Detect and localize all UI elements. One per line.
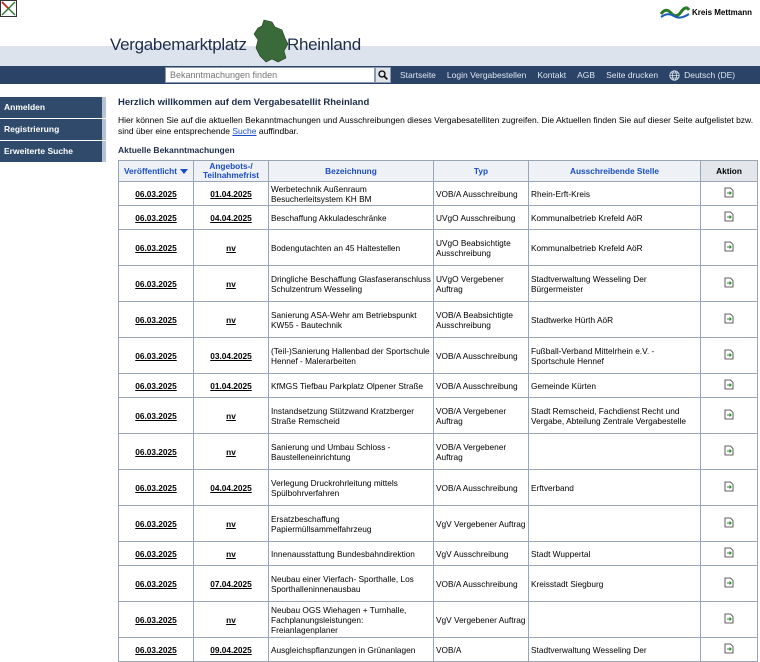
announcement-type: VOB/A Ausschreibung — [434, 374, 529, 398]
action-cell — [701, 206, 758, 230]
announcement-type: VOB/A Ausschreibung — [434, 182, 529, 206]
nav-agb[interactable]: AGB — [577, 70, 596, 80]
published-date[interactable]: 06.03.2025 — [119, 182, 194, 206]
deadline-date[interactable]: 09.04.2025 — [194, 638, 269, 662]
open-document-icon[interactable] — [724, 577, 734, 588]
announcement-authority: Kreisstadt Siegburg — [529, 566, 701, 602]
announcement-name[interactable]: Bodengutachten an 45 Haltestellen — [269, 230, 434, 266]
announcement-type: UVgO Ausschreibung — [434, 206, 529, 230]
published-date[interactable]: 06.03.2025 — [119, 638, 194, 662]
published-date[interactable]: 06.03.2025 — [119, 542, 194, 566]
main-content — [118, 97, 760, 662]
published-date[interactable]: 06.03.2025 — [119, 506, 194, 542]
column-deadline[interactable]: Angebots-/ Teilnahmefrist — [194, 161, 269, 182]
kreis-logo-icon — [660, 5, 690, 19]
open-document-icon[interactable] — [724, 445, 734, 456]
announcement-authority — [529, 506, 701, 542]
announcement-name[interactable]: Ersatzbeschaffung Papiermüllsammelfahrzeug — [269, 506, 434, 542]
announcement-name[interactable]: Dringliche Beschaffung Glasfaseranschluss Schulzentrum Wesseling — [269, 266, 434, 302]
published-date[interactable]: 06.03.2025 — [119, 434, 194, 470]
search-link[interactable]: Suche — [232, 126, 257, 136]
section-title: Aktuelle Bekanntmachungen — [118, 145, 235, 155]
table-row[interactable] — [119, 374, 758, 398]
nav-links — [400, 66, 735, 84]
announcement-type: VgV Vergebener Auftrag — [434, 506, 529, 542]
sort-desc-icon — [180, 169, 188, 174]
announcement-authority: Stadt Wuppertal — [529, 542, 701, 566]
open-document-icon[interactable] — [724, 277, 734, 288]
open-document-icon[interactable] — [724, 241, 734, 252]
open-document-icon[interactable] — [724, 481, 734, 492]
table-row[interactable] — [119, 182, 758, 206]
intro-text — [118, 115, 758, 137]
search-input[interactable] — [165, 67, 375, 83]
site-title-right[interactable]: Rheinland — [287, 35, 361, 54]
published-date[interactable]: 06.03.2025 — [119, 602, 194, 638]
table-row[interactable] — [119, 338, 758, 374]
column-authority[interactable]: Ausschreibende Stelle — [529, 161, 701, 182]
action-cell — [701, 398, 758, 434]
column-type[interactable]: Typ — [434, 161, 529, 182]
open-document-icon[interactable] — [724, 313, 734, 324]
announcement-authority: Stadtwerke Hürth AöR — [529, 302, 701, 338]
action-cell — [701, 266, 758, 302]
published-date[interactable]: 06.03.2025 — [119, 398, 194, 434]
deadline-date[interactable]: nv — [194, 398, 269, 434]
column-action: Aktion — [701, 161, 758, 182]
open-document-icon[interactable] — [724, 379, 734, 390]
table-row[interactable] — [119, 230, 758, 266]
page-title: Herzlich willkommen auf dem Vergabesatellit Rheinland — [118, 97, 370, 108]
language-label: Deutsch (DE) — [684, 70, 736, 80]
published-date[interactable]: 06.03.2025 — [119, 302, 194, 338]
site-title-left[interactable]: Vergabemarktplatz — [110, 35, 247, 54]
language-selector[interactable] — [669, 70, 735, 81]
announcement-type: VOB/A Ausschreibung — [434, 470, 529, 506]
sidebar-item-anmelden[interactable]: Anmelden — [0, 97, 106, 118]
open-document-icon[interactable] — [724, 643, 734, 654]
deadline-date[interactable]: nv — [194, 266, 269, 302]
table-row[interactable] — [119, 302, 758, 338]
open-document-icon[interactable] — [724, 613, 734, 624]
announcement-authority: Kommunalbetrieb Krefeld AöR — [529, 206, 701, 230]
sidebar-item-registrierung[interactable]: Registrierung — [0, 119, 106, 140]
announcement-name[interactable]: KfMGS Tiefbau Parkplatz Olpener Straße — [269, 374, 434, 398]
announcement-type: VOB/A Ausschreibung — [434, 338, 529, 374]
announcement-authority — [529, 602, 701, 638]
published-date[interactable]: 06.03.2025 — [119, 470, 194, 506]
announcement-name[interactable]: Neubau OGS Wiehagen + Turnhalle, Fachplanungsleistungen: Freianlagenplaner — [269, 602, 434, 638]
action-cell — [701, 602, 758, 638]
open-document-icon[interactable] — [724, 409, 734, 420]
sidebar-item-erweiterte-suche[interactable]: Erweiterte Suche — [0, 141, 106, 162]
deadline-date[interactable]: nv — [194, 602, 269, 638]
published-date[interactable]: 06.03.2025 — [119, 338, 194, 374]
rheinland-map-icon — [250, 18, 290, 64]
announcement-name[interactable]: Innenausstattung Bundesbahndirektion — [269, 542, 434, 566]
table-row[interactable] — [119, 542, 758, 566]
action-cell — [701, 182, 758, 206]
announcement-authority: Stadtverwaltung Wesseling Der Bürgermeister — [529, 266, 701, 302]
nav-seite-drucken[interactable]: Seite drucken — [606, 70, 659, 80]
search-icon — [378, 70, 388, 80]
published-date[interactable]: 06.03.2025 — [119, 566, 194, 602]
announcement-name[interactable]: Ausgleichspflanzungen in Grünanlagen — [269, 638, 434, 662]
action-cell — [701, 434, 758, 470]
intro-text-before: Hier können Sie auf die aktuellen Bekanntmachungen und Ausschreibungen dieses Vergabesatelliten zugreifen. Die Aktuellen finden Sie auf dieser Seite aufgelistet bzw. sind über eine entsprechende — [118, 115, 754, 136]
table-row[interactable] — [119, 206, 758, 230]
nav-kontakt[interactable]: Kontakt — [537, 70, 567, 80]
announcement-type: VgV Vergebener Auftrag — [434, 602, 529, 638]
announcement-type: UVgO Beabsichtigte Ausschreibung — [434, 230, 529, 266]
open-document-icon[interactable] — [724, 349, 734, 360]
announcements-table — [118, 160, 758, 662]
announcement-type: VOB/A Ausschreibung — [434, 566, 529, 602]
top-bar — [0, 0, 760, 18]
announcement-name[interactable]: Verlegung Druckrohrleitung mittels Spülbohrverfahren — [269, 470, 434, 506]
announcement-type: VOB/A Vergebener Auftrag — [434, 434, 529, 470]
announcement-type: VOB/A Vergebener Auftrag — [434, 398, 529, 434]
action-cell — [701, 302, 758, 338]
table-row[interactable] — [119, 602, 758, 638]
table-row[interactable] — [119, 266, 758, 302]
nav-startseite[interactable]: Startseite — [400, 70, 436, 80]
open-document-icon[interactable] — [724, 547, 734, 558]
open-document-icon[interactable] — [724, 187, 734, 198]
deadline-date[interactable]: nv — [194, 302, 269, 338]
deadline-date[interactable]: nv — [194, 230, 269, 266]
announcement-authority: Erftverband — [529, 470, 701, 506]
deadline-date[interactable]: 01.04.2025 — [194, 182, 269, 206]
announcement-authority: Gemeinde Kürten — [529, 374, 701, 398]
table-row[interactable] — [119, 470, 758, 506]
published-date[interactable]: 06.03.2025 — [119, 374, 194, 398]
action-cell — [701, 638, 758, 662]
deadline-date[interactable]: nv — [194, 542, 269, 566]
announcement-name[interactable]: Neubau einer Vierfach- Sporthalle, Los Sporthalleninnenausbau — [269, 566, 434, 602]
table-body — [119, 182, 758, 662]
search-button[interactable] — [375, 67, 391, 83]
column-published[interactable] — [119, 161, 194, 182]
announcement-name[interactable]: Instandsetzung Stützwand Kratzberger Straße Remscheid — [269, 398, 434, 434]
action-cell — [701, 230, 758, 266]
table-header-row — [119, 161, 758, 182]
globe-icon — [669, 70, 680, 81]
published-date[interactable]: 06.03.2025 — [119, 206, 194, 230]
deadline-date[interactable]: 04.04.2025 — [194, 206, 269, 230]
announcement-authority: Kommunalbetrieb Krefeld AöR — [529, 230, 701, 266]
intro-text-after: auffindbar. — [256, 126, 299, 136]
deadline-date[interactable]: 07.04.2025 — [194, 566, 269, 602]
deadline-date[interactable]: 04.04.2025 — [194, 470, 269, 506]
site-header — [0, 18, 760, 66]
nav-bar — [0, 66, 760, 84]
announcement-authority: Fußball-Verband Mittelrhein e.V. - Sportschule Hennef — [529, 338, 701, 374]
column-published-label: Veröffentlicht — [123, 165, 177, 176]
table-row[interactable] — [119, 638, 758, 662]
announcement-type: VOB/A Beabsichtigte Ausschreibung — [434, 302, 529, 338]
nav-login-vergabestellen[interactable]: Login Vergabestellen — [446, 70, 527, 80]
published-date[interactable]: 06.03.2025 — [119, 230, 194, 266]
kreis-logo[interactable] — [660, 5, 752, 19]
action-cell — [701, 470, 758, 506]
open-document-icon[interactable] — [724, 211, 734, 222]
deadline-date[interactable]: nv — [194, 434, 269, 470]
announcement-name[interactable]: Sanierung ASA-Wehr am Betriebspunkt KW55 - Bautechnik — [269, 302, 434, 338]
announcement-authority: Stadtverwaltung Wesseling Der — [529, 638, 701, 662]
deadline-date[interactable]: 01.04.2025 — [194, 374, 269, 398]
action-cell — [701, 506, 758, 542]
announcement-authority — [529, 434, 701, 470]
deadline-date[interactable]: 03.04.2025 — [194, 338, 269, 374]
column-name[interactable]: Bezeichnung — [269, 161, 434, 182]
sidebar — [0, 97, 106, 163]
announcement-name[interactable]: Sanierung und Umbau Schloss - Baustelleneinrichtung — [269, 434, 434, 470]
announcement-name[interactable]: Beschaffung Akkuladeschränke — [269, 206, 434, 230]
action-cell — [701, 542, 758, 566]
table-row[interactable] — [119, 506, 758, 542]
open-document-icon[interactable] — [724, 517, 734, 528]
action-cell — [701, 566, 758, 602]
announcement-authority: Stadt Remscheid, Fachdienst Recht und Vergabe, Abteilung Zentrale Vergabestelle — [529, 398, 701, 434]
table-row[interactable] — [119, 566, 758, 602]
table-row[interactable] — [119, 398, 758, 434]
kreis-logo-label: Kreis Mettmann — [692, 7, 753, 17]
announcement-name[interactable]: Werbetechnik Außenraum Besucherleitsystem KH BM — [269, 182, 434, 206]
announcement-name[interactable]: (Teil-)Sanierung Hallenbad der Sportschule Hennef - Malerarbeiten — [269, 338, 434, 374]
deadline-date[interactable]: nv — [194, 506, 269, 542]
announcement-type: UVgO Vergebener Auftrag — [434, 266, 529, 302]
announcement-authority: Rhein-Erft-Kreis — [529, 182, 701, 206]
announcement-type: VgV Ausschreibung — [434, 542, 529, 566]
published-date[interactable]: 06.03.2025 — [119, 266, 194, 302]
action-cell — [701, 374, 758, 398]
action-cell — [701, 338, 758, 374]
announcement-type: VOB/A — [434, 638, 529, 662]
state-logo-icon — [0, 0, 17, 17]
table-row[interactable] — [119, 434, 758, 470]
